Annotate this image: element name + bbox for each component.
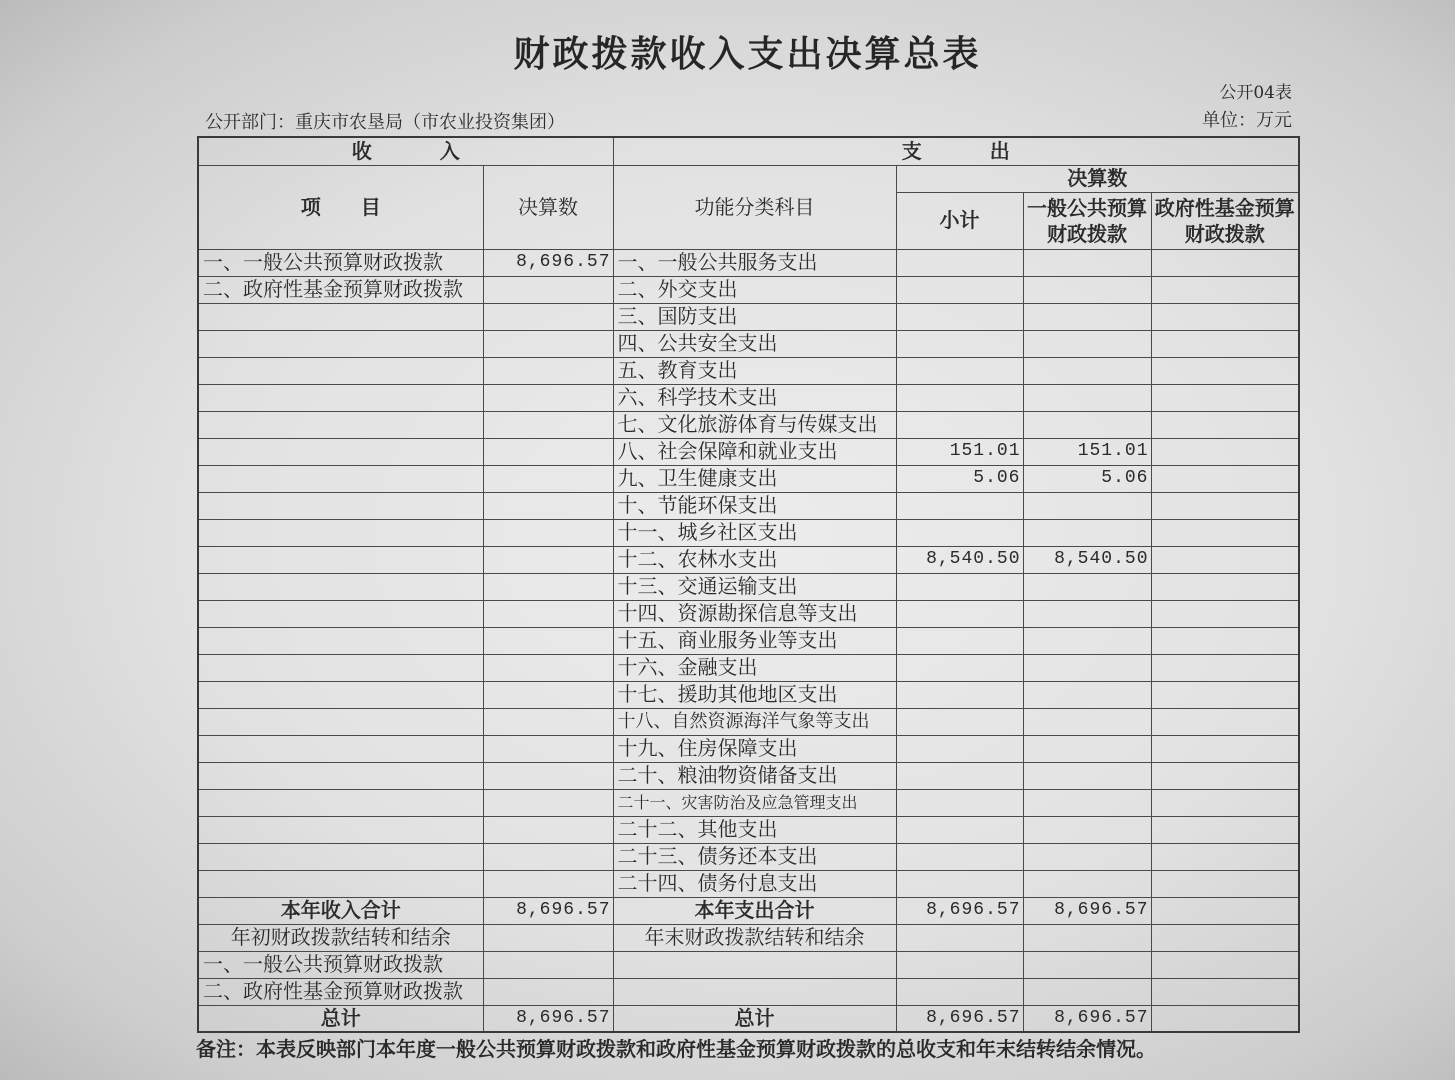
general-budget-cell	[1023, 357, 1151, 384]
carryover-general-subtotal	[896, 951, 1023, 978]
table-row	[198, 654, 1299, 681]
table-row	[198, 492, 1299, 519]
income-grand-total-amount: 8,696.57	[483, 1005, 613, 1032]
income-amount-cell	[483, 357, 613, 384]
closing-carryover-subtotal	[896, 924, 1023, 951]
income-amount-cell	[483, 600, 613, 627]
table-row	[198, 789, 1299, 816]
income-item-cell	[198, 627, 483, 654]
table-row	[198, 816, 1299, 843]
income-amount-cell	[483, 708, 613, 735]
table-row	[198, 411, 1299, 438]
income-item-cell	[198, 384, 483, 411]
expense-item-cell: 十八、自然资源海洋气象等支出	[613, 708, 896, 735]
income-item-cell	[198, 411, 483, 438]
table-row	[198, 384, 1299, 411]
fund-budget-cell	[1151, 681, 1299, 708]
carryover-general-general	[1023, 951, 1151, 978]
general-budget-cell	[1023, 789, 1151, 816]
general-budget-cell	[1023, 249, 1151, 276]
subtotal-cell	[896, 573, 1023, 600]
general-budget-cell	[1023, 708, 1151, 735]
document-title: 财政拨款收入支出决算总表	[513, 33, 982, 75]
carryover-general-fund	[1151, 951, 1299, 978]
income-total-row	[198, 897, 1299, 924]
general-budget-header: 一般公共预算财政拨款	[1023, 192, 1151, 249]
income-amount-cell	[483, 681, 613, 708]
subtotal-cell	[896, 357, 1023, 384]
fund-budget-cell	[1151, 438, 1299, 465]
table-summary	[198, 897, 1299, 1032]
income-amount-header: 决算数	[483, 165, 613, 249]
table-row	[198, 735, 1299, 762]
table-row	[198, 465, 1299, 492]
table-row	[198, 573, 1299, 600]
carryover-fund-amount	[483, 978, 613, 1005]
income-item-cell	[198, 330, 483, 357]
subtotal-cell	[896, 249, 1023, 276]
table-row	[198, 681, 1299, 708]
income-item-cell	[198, 303, 483, 330]
subtotal-cell	[896, 303, 1023, 330]
income-amount-cell	[483, 789, 613, 816]
general-budget-cell	[1023, 870, 1151, 897]
income-amount-cell	[483, 843, 613, 870]
general-budget-cell	[1023, 627, 1151, 654]
general-budget-cell: 151.01	[1023, 438, 1151, 465]
expense-item-cell: 二十三、债务还本支出	[613, 843, 896, 870]
table-row	[198, 762, 1299, 789]
income-amount-cell	[483, 276, 613, 303]
unit-label: 单位：万元	[1202, 110, 1292, 131]
expense-header: 支出	[613, 137, 1299, 165]
fund-budget-cell	[1151, 573, 1299, 600]
table-row	[198, 438, 1299, 465]
table-row	[198, 276, 1299, 303]
table-body	[198, 249, 1299, 897]
subtotal-cell	[896, 276, 1023, 303]
carryover-fund-fund	[1151, 978, 1299, 1005]
expense-item-cell: 二、外交支出	[613, 276, 896, 303]
income-amount-cell	[483, 870, 613, 897]
subtotal-cell	[896, 519, 1023, 546]
general-budget-cell	[1023, 843, 1151, 870]
opening-carryover-amount	[483, 924, 613, 951]
expense-item-cell: 十一、城乡社区支出	[613, 519, 896, 546]
expense-item-cell: 九、卫生健康支出	[613, 465, 896, 492]
income-item-cell	[198, 546, 483, 573]
subtotal-header: 小计	[896, 192, 1023, 249]
expense-total-label: 本年支出合计	[613, 897, 896, 924]
expense-item-cell: 五、教育支出	[613, 357, 896, 384]
income-amount-cell	[483, 762, 613, 789]
opening-carryover-label: 年初财政拨款结转和结余	[198, 924, 483, 951]
fund-budget-cell	[1151, 465, 1299, 492]
general-budget-cell	[1023, 735, 1151, 762]
general-budget-cell: 5.06	[1023, 465, 1151, 492]
fund-budget-cell	[1151, 627, 1299, 654]
general-budget-cell	[1023, 330, 1151, 357]
subtotal-cell	[896, 384, 1023, 411]
table-row	[198, 627, 1299, 654]
income-item-cell	[198, 357, 483, 384]
income-amount-cell	[483, 438, 613, 465]
income-amount-cell	[483, 492, 613, 519]
fund-budget-cell	[1151, 330, 1299, 357]
subtotal-cell	[896, 789, 1023, 816]
income-amount-cell	[483, 816, 613, 843]
general-budget-cell	[1023, 303, 1151, 330]
carryover-general-label: 一、一般公共预算财政拨款	[198, 951, 483, 978]
closing-carryover-general	[1023, 924, 1151, 951]
expense-item-cell: 十五、商业服务业等支出	[613, 627, 896, 654]
header-row	[198, 165, 1299, 192]
fund-budget-cell	[1151, 708, 1299, 735]
expense-item-cell: 十三、交通运输支出	[613, 573, 896, 600]
subtotal-cell: 151.01	[896, 438, 1023, 465]
general-budget-cell: 8,540.50	[1023, 546, 1151, 573]
table-row	[198, 303, 1299, 330]
table-row	[198, 600, 1299, 627]
carryover-fund-general	[1023, 978, 1151, 1005]
budget-table	[197, 136, 1300, 1033]
income-item-cell	[198, 654, 483, 681]
income-item-cell	[198, 843, 483, 870]
income-amount-cell	[483, 735, 613, 762]
expense-total-subtotal: 8,696.57	[896, 897, 1023, 924]
income-item-cell	[198, 465, 483, 492]
income-amount-cell: 8,696.57	[483, 249, 613, 276]
fund-budget-cell	[1151, 411, 1299, 438]
expense-item-cell: 二十二、其他支出	[613, 816, 896, 843]
department-label: 公开部门：重庆市农垦局（市农业投资集团）	[205, 112, 565, 133]
subtotal-cell: 5.06	[896, 465, 1023, 492]
fund-budget-cell	[1151, 303, 1299, 330]
income-amount-cell	[483, 546, 613, 573]
general-budget-cell	[1023, 519, 1151, 546]
subtotal-cell	[896, 762, 1023, 789]
general-budget-cell	[1023, 600, 1151, 627]
table-row	[198, 519, 1299, 546]
item-header: 项目	[198, 165, 483, 249]
fund-budget-cell	[1151, 816, 1299, 843]
table-header	[198, 137, 1299, 249]
income-item-cell	[198, 735, 483, 762]
closing-carryover-fund	[1151, 924, 1299, 951]
subtotal-cell	[896, 708, 1023, 735]
expense-item-cell: 四、公共安全支出	[613, 330, 896, 357]
income-item-cell	[198, 762, 483, 789]
fund-budget-cell	[1151, 357, 1299, 384]
income-item-cell	[198, 492, 483, 519]
fund-budget-cell	[1151, 249, 1299, 276]
grand-total-row	[198, 1005, 1299, 1032]
expense-grand-total-fund	[1151, 1005, 1299, 1032]
table-row	[198, 357, 1299, 384]
general-budget-cell	[1023, 276, 1151, 303]
general-budget-cell	[1023, 384, 1151, 411]
income-amount-cell	[483, 654, 613, 681]
expense-grand-total-subtotal: 8,696.57	[896, 1005, 1023, 1032]
income-amount-cell	[483, 384, 613, 411]
carryover-fund-row	[198, 978, 1299, 1005]
expense-item-cell: 十六、金融支出	[613, 654, 896, 681]
subtotal-cell	[896, 330, 1023, 357]
income-amount-cell	[483, 465, 613, 492]
fund-budget-cell	[1151, 789, 1299, 816]
income-amount-cell	[483, 519, 613, 546]
expense-item-cell: 十四、资源勘探信息等支出	[613, 600, 896, 627]
general-budget-cell	[1023, 762, 1151, 789]
subtotal-cell: 8,540.50	[896, 546, 1023, 573]
fund-budget-cell	[1151, 384, 1299, 411]
expense-item-cell: 二十四、债务付息支出	[613, 870, 896, 897]
general-budget-cell	[1023, 654, 1151, 681]
general-budget-cell	[1023, 492, 1151, 519]
expense-item-cell: 十七、援助其他地区支出	[613, 681, 896, 708]
fund-budget-cell	[1151, 276, 1299, 303]
expense-total-general: 8,696.57	[1023, 897, 1151, 924]
fund-budget-cell	[1151, 492, 1299, 519]
income-amount-cell	[483, 627, 613, 654]
expense-grand-total-label: 总计	[613, 1005, 896, 1032]
subtotal-cell	[896, 843, 1023, 870]
income-total-amount: 8,696.57	[483, 897, 613, 924]
general-budget-cell	[1023, 681, 1151, 708]
table-row	[198, 546, 1299, 573]
income-total-label: 本年收入合计	[198, 897, 483, 924]
subtotal-cell	[896, 600, 1023, 627]
table-row	[198, 870, 1299, 897]
fund-budget-cell	[1151, 546, 1299, 573]
fund-budget-cell	[1151, 735, 1299, 762]
subtotal-cell	[896, 735, 1023, 762]
income-amount-cell	[483, 330, 613, 357]
function-category-header: 功能分类科目	[613, 165, 896, 249]
fund-budget-header: 政府性基金预算财政拨款	[1151, 192, 1299, 249]
fund-budget-cell	[1151, 870, 1299, 897]
table-row	[198, 843, 1299, 870]
carryover-row	[198, 924, 1299, 951]
subtotal-cell	[896, 492, 1023, 519]
closing-carryover-label: 年末财政拨款结转和结余	[613, 924, 896, 951]
income-amount-cell	[483, 303, 613, 330]
subtotal-cell	[896, 654, 1023, 681]
carryover-fund-subtotal	[896, 978, 1023, 1005]
fund-budget-cell	[1151, 519, 1299, 546]
header-row	[198, 137, 1299, 165]
income-item-cell	[198, 438, 483, 465]
income-item-cell	[198, 870, 483, 897]
fund-budget-cell	[1151, 762, 1299, 789]
expense-item-cell: 六、科学技术支出	[613, 384, 896, 411]
income-header: 收入	[198, 137, 613, 165]
form-code: 公开04表	[1219, 83, 1292, 103]
subtotal-cell	[896, 411, 1023, 438]
income-item-cell	[198, 816, 483, 843]
general-budget-cell	[1023, 411, 1151, 438]
expense-item-cell: 十二、农林水支出	[613, 546, 896, 573]
income-item-cell	[198, 573, 483, 600]
expense-item-cell: 八、社会保障和就业支出	[613, 438, 896, 465]
income-item-cell	[198, 600, 483, 627]
expense-item-cell: 十九、住房保障支出	[613, 735, 896, 762]
income-item-cell	[198, 789, 483, 816]
income-item-cell	[198, 681, 483, 708]
expense-item-cell: 十、节能环保支出	[613, 492, 896, 519]
expense-total-fund	[1151, 897, 1299, 924]
income-grand-total-label: 总计	[198, 1005, 483, 1032]
expense-item-cell: 一、一般公共服务支出	[613, 249, 896, 276]
subtotal-cell	[896, 816, 1023, 843]
subtotal-cell	[896, 870, 1023, 897]
fund-budget-cell	[1151, 843, 1299, 870]
fund-budget-cell	[1151, 654, 1299, 681]
carryover-general-row	[198, 951, 1299, 978]
table-row	[198, 330, 1299, 357]
expense-item-cell: 七、文化旅游体育与传媒支出	[613, 411, 896, 438]
expense-grand-total-general: 8,696.57	[1023, 1005, 1151, 1032]
income-item-cell: 一、一般公共预算财政拨款	[198, 249, 483, 276]
expense-item-cell: 三、国防支出	[613, 303, 896, 330]
subtotal-cell	[896, 627, 1023, 654]
income-item-cell	[198, 519, 483, 546]
footnote: 备注：本表反映部门本年度一般公共预算财政拨款和政府性基金预算财政拨款的总收支和年末结转结余情况。	[196, 1037, 1156, 1061]
subtotal-cell	[896, 681, 1023, 708]
expense-item-cell: 二十、粮油物资储备支出	[613, 762, 896, 789]
table-row	[198, 249, 1299, 276]
income-item-cell: 二、政府性基金预算财政拨款	[198, 276, 483, 303]
income-amount-cell	[483, 573, 613, 600]
fund-budget-cell	[1151, 600, 1299, 627]
general-budget-cell	[1023, 573, 1151, 600]
final-amount-header: 决算数	[896, 165, 1299, 192]
carryover-fund-expense-label	[613, 978, 896, 1005]
general-budget-cell	[1023, 816, 1151, 843]
carryover-fund-label: 二、政府性基金预算财政拨款	[198, 978, 483, 1005]
income-item-cell	[198, 708, 483, 735]
income-amount-cell	[483, 411, 613, 438]
expense-item-cell: 二十一、灾害防治及应急管理支出	[613, 789, 896, 816]
carryover-general-amount	[483, 951, 613, 978]
carryover-general-expense-label	[613, 951, 896, 978]
table-row	[198, 708, 1299, 735]
